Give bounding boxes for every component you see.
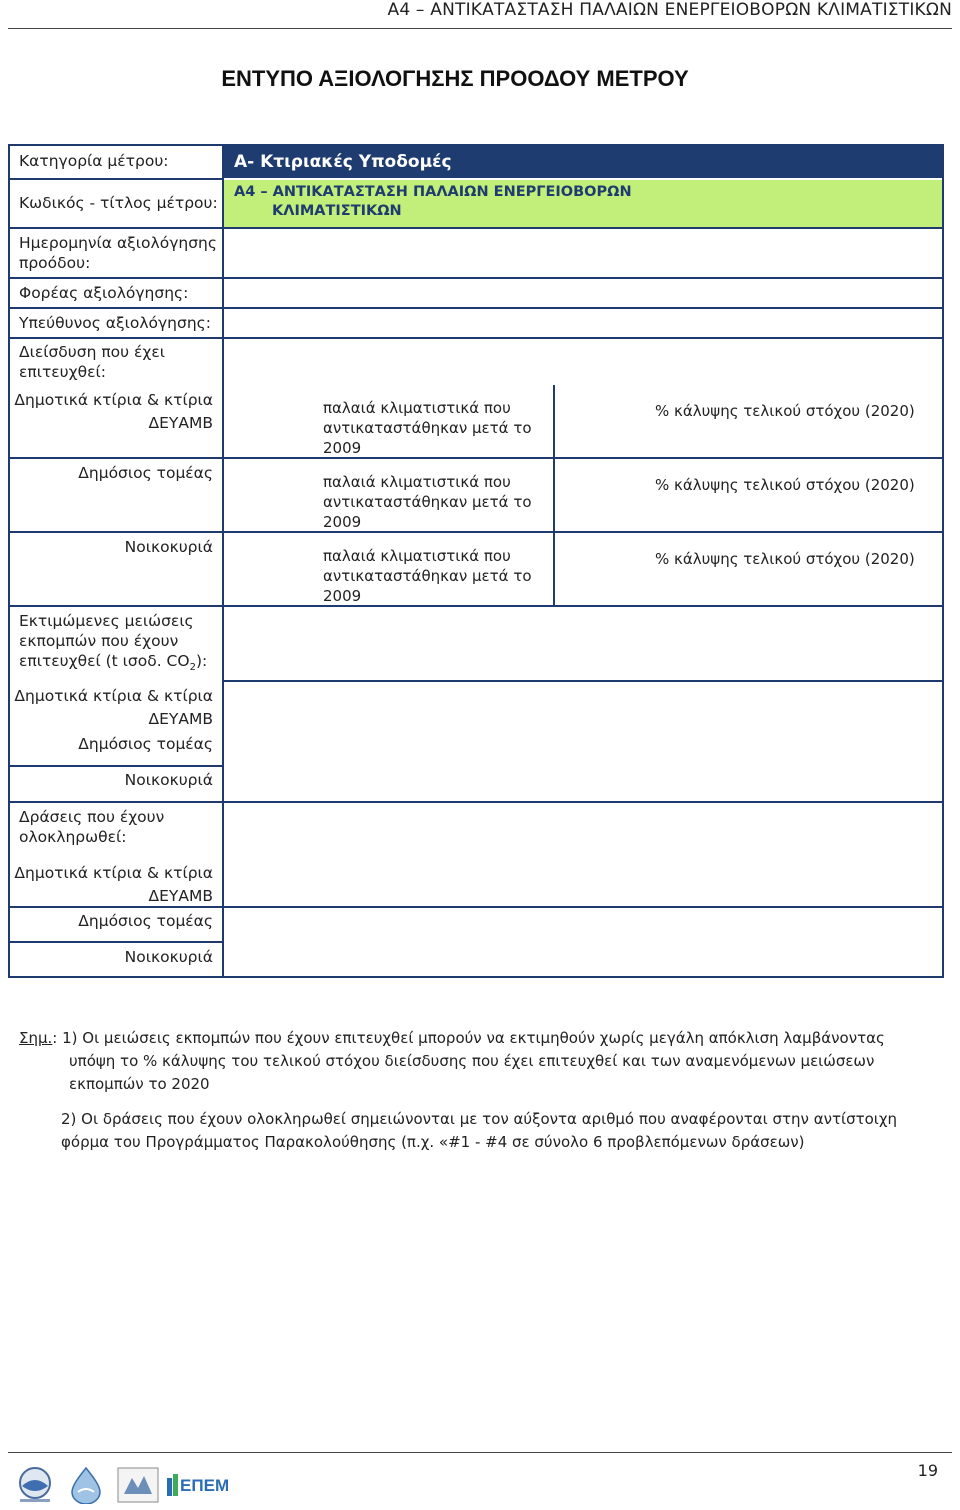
responsible-label: Υπεύθυνος αξιολόγησης: — [19, 314, 211, 332]
sector-municipal-line1: Δημοτικά κτίρια & κτίρια — [14, 864, 213, 882]
column-divider — [222, 146, 224, 976]
emissions-label — [19, 611, 207, 678]
actions-label — [19, 807, 164, 847]
co2-subscript: 2 — [189, 662, 196, 674]
emissions-label-line1: Εκτιμώμενες μειώσεις — [19, 612, 194, 630]
subcolumn-divider — [553, 385, 555, 605]
desc-line: αντικαταστάθηκαν μετά το — [323, 567, 532, 585]
penetration-desc-households — [323, 546, 532, 606]
row-line — [10, 277, 942, 279]
penetration-label-line2: επιτευχθεί: — [19, 363, 106, 381]
note-spacer — [19, 1096, 939, 1108]
sector-municipal — [10, 389, 213, 435]
running-header: A4 – ΑΝΤΙΚΑΤΑΣΤΑΣΗ ΠΑΛΑΙΩΝ ΕΝΕΡΓΕΙΟΒΟΡΩΝ ΚΛΙΜΑΤΙΣΤΙΚΩΝ — [387, 0, 952, 20]
row-line — [10, 765, 224, 767]
coverage-households: % κάλυψης τελικού στόχου (2020) — [655, 550, 915, 568]
actions-label-line2: ολοκληρωθεί: — [19, 828, 127, 846]
row-line — [10, 227, 942, 229]
sector-municipal-line2: ΔΕΥΑΜΒ — [148, 414, 213, 432]
desc-line: παλαιά κλιματιστικά που — [323, 547, 511, 565]
emissions-label-line2: εκπομπών που έχουν — [19, 632, 179, 650]
desc-line: αντικαταστάθηκαν μετά το — [323, 493, 532, 511]
footer-rule — [8, 1452, 952, 1453]
coverage-municipal: % κάλυψης τελικού στόχου (2020) — [655, 402, 915, 420]
actions-sector-public: Δημόσιος τομέας — [78, 912, 213, 930]
desc-line: 2009 — [323, 439, 362, 457]
desc-line: παλαιά κλιματιστικά που — [323, 399, 511, 417]
category-value: Α- Κτιριακές Υποδομές — [224, 146, 942, 178]
date-label-line1: Ημερομηνία αξιολόγησης — [19, 234, 217, 252]
desc-line: αντικαταστάθηκαν μετά το — [323, 419, 532, 437]
sector-municipal-line1: Δημοτικά κτίρια & κτίρια — [14, 391, 213, 409]
penetration-label — [19, 342, 165, 382]
measure-code-line2: ΚΛΙΜΑΤΙΣΤΙΚΩΝ — [272, 203, 402, 219]
row-line — [10, 337, 942, 339]
date-label-line2: προόδου: — [19, 254, 91, 272]
evaluating-body-label: Φορέας αξιολόγησης: — [19, 284, 189, 302]
partner-logo — [116, 1466, 160, 1504]
measure-code-label: Κωδικός - τίτλος μέτρου: — [19, 194, 218, 212]
desc-line: 2009 — [323, 513, 362, 531]
row-line — [10, 941, 224, 943]
page-number: 19 — [917, 1461, 938, 1480]
actions-sector-households: Νοικοκυριά — [124, 948, 213, 966]
sector-municipal-line2: ΔΕΥΑΜΒ — [148, 887, 213, 905]
evaluation-date-label — [19, 233, 217, 273]
sector-municipal-line2: ΔΕΥΑΜΒ — [148, 710, 213, 728]
note-prefix: Σημ. — [19, 1029, 53, 1047]
emissions-sector-public: Δημόσιος τομέας — [78, 735, 213, 753]
row-line — [10, 307, 942, 309]
note-1-line2: υπόψη το % κάλυψης του τελικού στόχου διείσδυσης που έχει επιτευχθεί και των αναμενόμενων μειώσεων — [69, 1052, 875, 1070]
emissions-text: επιτευχθεί (t ισοδ. CO — [19, 652, 190, 670]
header-rule — [8, 28, 952, 29]
measure-code-value — [224, 180, 942, 227]
actions-label-line1: Δράσεις που έχουν — [19, 808, 165, 826]
emissions-sector-households: Νοικοκυριά — [124, 771, 213, 789]
note-2-line1: 2) Οι δράσεις που έχουν ολοκληρωθεί σημειώνονται με τον αύξοντα αριθμό που αναφέρονται στην αντίστοιχη — [61, 1110, 898, 1128]
desc-line: 2009 — [323, 587, 362, 605]
sector-public: Δημόσιος τομέας — [78, 464, 213, 482]
epem-logo — [166, 1466, 230, 1504]
row-line — [224, 680, 942, 682]
deyamv-logo — [64, 1466, 108, 1504]
note-1-line3: εκπομπών το 2020 — [69, 1075, 210, 1093]
sector-households: Νοικοκυριά — [124, 538, 213, 556]
emissions-text-end: ): — [195, 652, 208, 670]
category-label: Κατηγορία μέτρου: — [19, 152, 169, 170]
row-line — [10, 801, 942, 803]
penetration-desc-public — [323, 472, 532, 532]
penetration-label-line1: Διείσδυση που έχει — [19, 343, 165, 361]
measure-code-line1: A4 – ΑΝΤΙΚΑΤΑΣΤΑΣΗ ΠΑΛΑΙΩΝ ΕΝΕΡΓΕΙΟΒΟΡΩΝ — [234, 184, 632, 200]
penetration-desc-municipal — [323, 398, 532, 458]
coverage-public: % κάλυψης τελικού στόχου (2020) — [655, 476, 915, 494]
note-1 — [19, 1027, 939, 1050]
emissions-label-line3 — [19, 651, 207, 678]
sector-municipal-line1: Δημοτικά κτίρια & κτίρια — [14, 687, 213, 705]
desc-line: παλαιά κλιματιστικά που — [323, 473, 511, 491]
epem-logo-text: ΕΠΕΜ — [180, 1476, 230, 1495]
emissions-sector-municipal — [10, 685, 213, 731]
note-2-line2: φόρμα του Προγράμματος Παρακολούθησης (π.χ. «#1 - #4 σε σύνολο 6 προβλεπόμενων δράσεων) — [61, 1133, 805, 1151]
note-1-line1: : 1) Οι μειώσεις εκπομπών που έχουν επιτευχθεί μπορούν να εκτιμηθούν χωρίς μεγάλη απόκλιση λαμβάνοντας — [52, 1029, 885, 1047]
municipality-logo — [12, 1466, 58, 1504]
notes-block — [19, 1027, 939, 1154]
row-line — [10, 178, 224, 180]
actions-sector-municipal — [10, 862, 213, 908]
form-title: ΕΝΤΥΠΟ ΑΞΙΟΛΟΓΗΣΗΣ ΠΡΟΟΔΟΥ ΜΕΤΡΟΥ — [221, 66, 689, 91]
